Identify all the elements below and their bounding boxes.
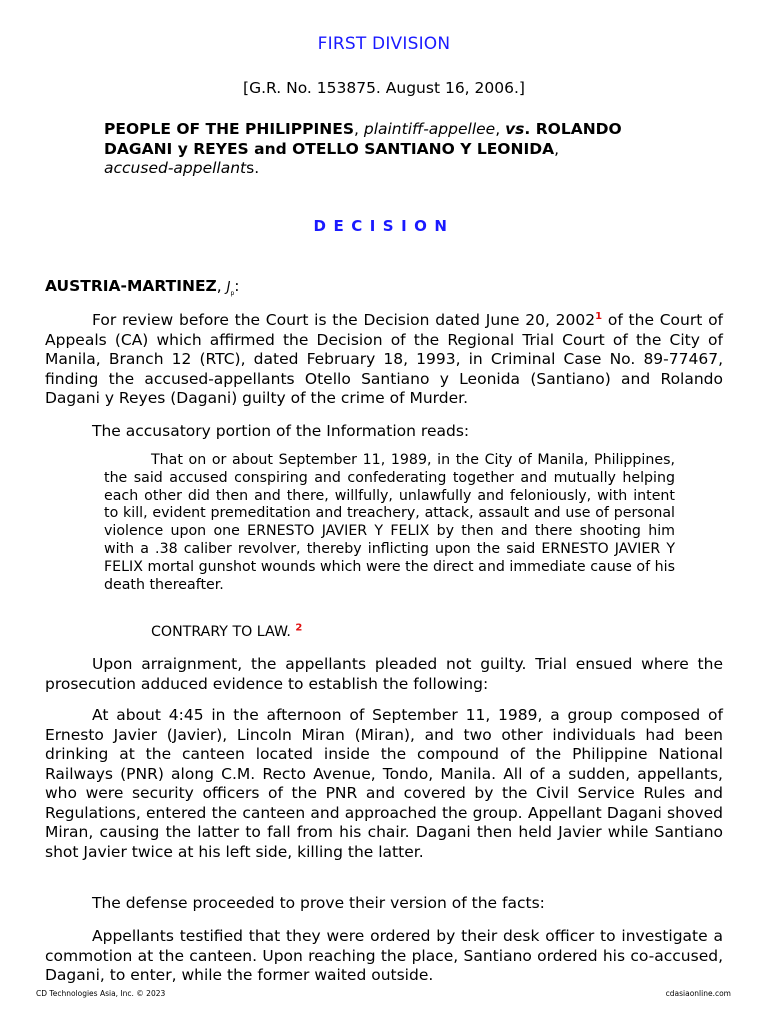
ponente-title-sub: p [230, 290, 235, 298]
ponente-title: J [226, 280, 231, 295]
ponente-comma: , [216, 277, 227, 295]
paragraph-defense-intro: The defense proceeded to prove their version of the facts: [92, 894, 545, 912]
paragraph-defense-facts: Appellants testified that they were ordered by their desk officer to investigate a commotion at the canteen. Upon reaching the place, Santiano ordered his co-accused, Dagani, to enter, while the former waited outside. [45, 927, 723, 984]
division-heading: FIRST DIVISION [317, 34, 451, 54]
case-parties [104, 120, 684, 179]
paragraph-arraignment: Upon arraignment, the appellants pleaded not guilty. Trial ensued where the prosecution adduced evidence to establish the following: [45, 655, 723, 693]
plaintiff-name: PEOPLE OF THE PHILIPPINES [104, 120, 354, 138]
decision-title: DECISION [313, 217, 455, 235]
paragraph-prosecution-facts: At about 4:45 in the afternoon of September 11, 1989, a group composed of Ernesto Javier (Javier), Lincoln Miran (Miran), and two other individuals had been drinking at the canteen located inside the compound of the Philippine National Railways (PNR) along C.M. Recto Avenue, Tondo, Manila. All of a sudden, appellants, who were security officers of the PNR and covered by the Civil Service Rules and Regulations, entered the canteen and approached the group. Appellant Dagani shoved Miran, causing the latter to fall from his chair. Dagani then held Javier while Santiano shot Javier twice at his left side, killing the latter. [45, 706, 723, 861]
paragraph-accusatory-intro: The accusatory portion of the Information reads: [92, 422, 470, 440]
footer-copyright: CD Technologies Asia, Inc. © 2023 [36, 989, 166, 998]
case-number: [G.R. No. 153875. August 16, 2006.] [243, 79, 525, 97]
ponente-colon: : [234, 277, 240, 295]
paragraph-review-text-b: of the Court of Appeals (CA) which affirmed the Decision of the Regional Trial Court of the City of Manila, Branch 12 (RTC), dated February 18, 1993, in Criminal Case No. 89-77467, finding the accused-appellants Otello Santiano y Leonida (Santiano) and Rolando Dagani y Reyes (Dagani) guilty of the crime of Murder. [45, 311, 724, 407]
footnote-1-link[interactable]: 1 [595, 310, 603, 322]
ponente-name: AUSTRIA-MARTINEZ [45, 277, 217, 295]
parties-separator: , [554, 139, 560, 158]
defendant-names: ROLANDO DAGANI y REYES and OTELLO SANTIANO Y LEONIDA [104, 120, 622, 158]
paragraph-review [45, 311, 723, 409]
parties-separator: , [354, 120, 364, 138]
contrary-to-law [151, 624, 302, 640]
footnote-2-link[interactable]: 2 [295, 622, 303, 634]
contrary-to-law-text: CONTRARY TO LAW. [151, 624, 291, 640]
parties-separator: , [495, 120, 506, 138]
defendant-role: accused-appellant [104, 159, 247, 177]
information-quote: That on or about September 11, 1989, in the City of Manila, Philippines, the said accused conspiring and confederating together and mutually helping each other did then and there, willfully, unlawfully and feloniously, with intent to kill, evident premeditation and treachery, attack, assault and use of personal violence upon one ERNESTO JAVIER Y FELIX by then and there shooting him with a .38 caliber revolver, thereby inflicting upon the said ERNESTO JAVIER Y FELIX mortal gunshot wounds which were the direct and immediate cause of his death thereafter. [104, 452, 675, 593]
paragraph-review-text-a: For review before the Court is the Decision dated June 20, 2002 [92, 311, 596, 329]
plaintiff-role: plaintiff-appellee [363, 120, 496, 138]
versus-label: vs [505, 120, 525, 138]
versus-dot: . [524, 120, 536, 138]
defendant-role-suffix: s. [246, 159, 260, 177]
footer-site: cdasiaonline.com [665, 989, 731, 998]
ponente-line [45, 277, 240, 297]
